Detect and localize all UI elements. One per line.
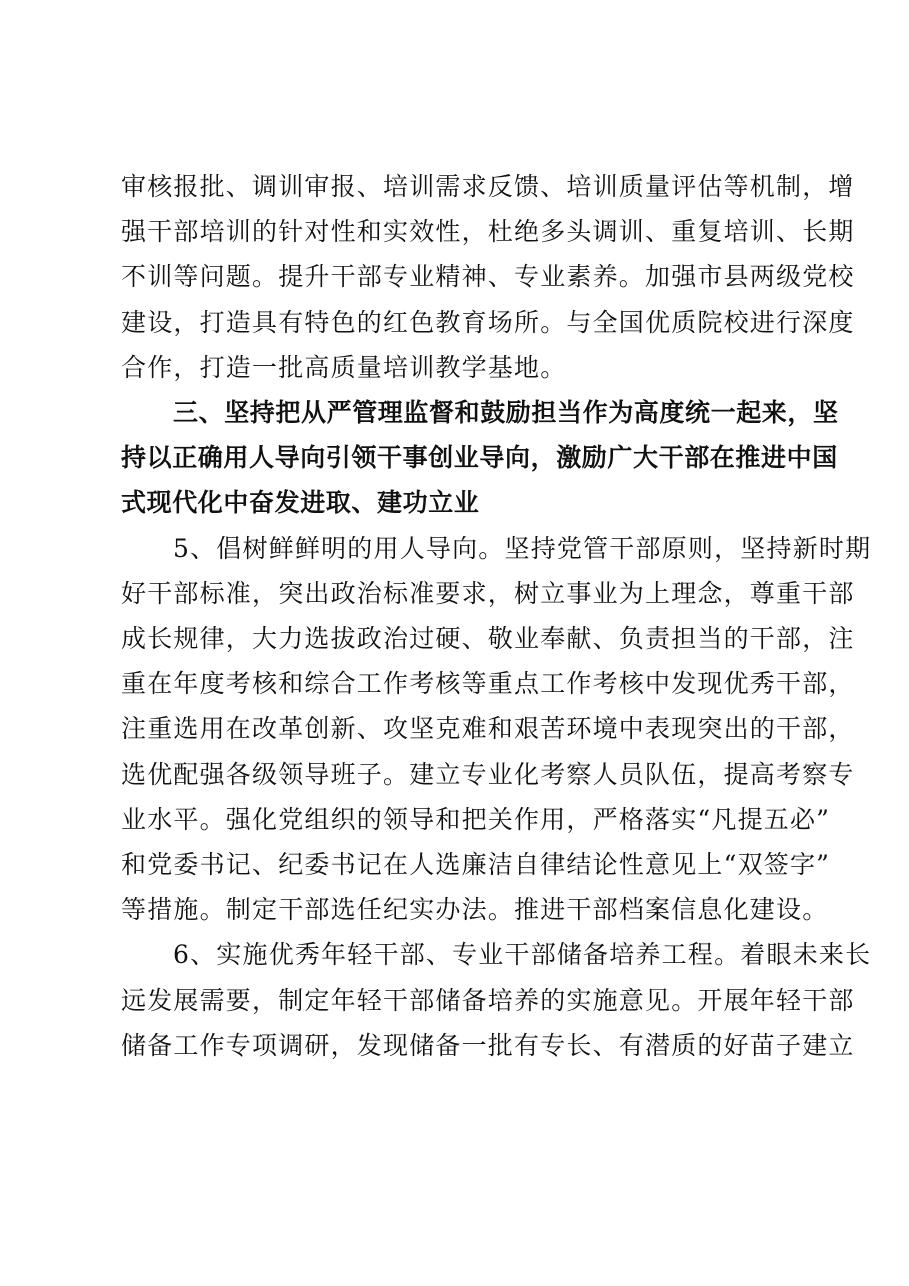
text-line: 不训等问题。提升干部专业精神、专业素养。加强市县两级党校	[121, 262, 855, 292]
paragraph-item-6	[121, 932, 872, 1068]
text-line: 合作，打造一批高质量培训教学基地。	[121, 352, 567, 382]
heading-line: 持以正确用人导向引领干事创业导向，激励广大干部在推进中国	[121, 443, 838, 473]
document-body	[121, 164, 872, 1068]
text-line: 成长规律，大力选拔政治过硬、敬业奉献、负责担当的干部，注	[121, 624, 855, 654]
text-line: 注重选用在改革创新、攻坚克难和艰苦环境中表现突出的干部，	[121, 714, 855, 744]
text-line: 好干部标准，突出政治标准要求，树立事业为上理念，尊重干部	[121, 578, 855, 608]
text-line: 重在年度考核和综合工作考核等重点工作考核中发现优秀干部，	[121, 669, 855, 699]
text-line: 和党委书记、纪委书记在人选廉洁自律结论性意见上“双签字”	[121, 850, 831, 880]
section-heading-three	[121, 390, 839, 526]
text-line: 远发展需要，制定年轻干部储备培养的实施意见。开展年轻干部	[121, 985, 855, 1015]
text-line: 5、倡树鲜鲜明的用人导向。坚持党管干部原则，坚持新时期	[173, 533, 872, 563]
text-line: 审核报批、调训审报、培训需求反馈、培训质量评估等机制，增	[121, 172, 855, 201]
text-line: 建设，打造具有特色的红色教育场所。与全国优质院校进行深度	[121, 307, 855, 337]
text-line: 等措施。制定干部选任纪实办法。推进干部档案信息化建设。	[121, 895, 829, 925]
heading-line: 式现代化中奋发进取、建功立业	[121, 488, 480, 518]
text-line: 储备工作专项调研，发现储备一批有专长、有潜质的好苗子建立	[121, 1030, 855, 1060]
text-line: 强干部培训的针对性和实效性，杜绝多头调训、重复培训、长期	[121, 217, 855, 247]
paragraph-item-5	[121, 526, 872, 933]
paragraph-training-mechanisms	[121, 164, 855, 390]
text-line: 6、实施优秀年轻干部、专业干部储备培养工程。着眼未来长	[173, 940, 872, 970]
text-line: 业水平。强化党组织的领导和把关作用，严格落实“凡提五必”	[121, 804, 831, 834]
text-line: 选优配强各级领导班子。建立专业化考察人员队伍，提高考察专	[121, 759, 855, 789]
heading-line: 三、坚持把从严管理监督和鼓励担当作为高度统一起来，坚	[173, 398, 839, 428]
